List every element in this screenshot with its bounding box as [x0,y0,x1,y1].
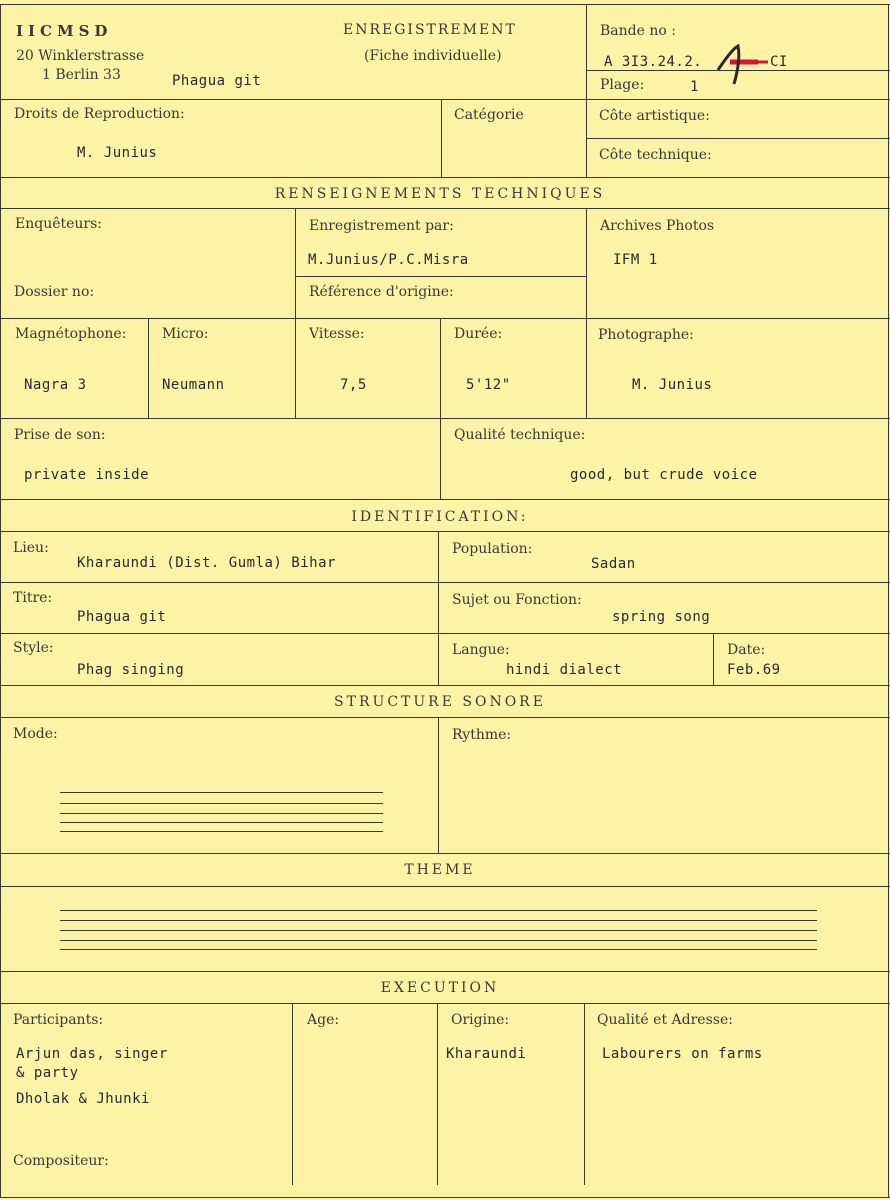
rythme-label: Rythme: [452,727,512,743]
col-divider [438,717,439,853]
origine-label: Origine: [451,1012,510,1028]
theme-writing-line [60,920,817,921]
mode-writing-line [60,813,383,814]
divider [0,99,890,100]
archives-label: Archives Photos [600,218,715,234]
col-divider [440,318,441,499]
style-value: Phag singing [77,662,185,678]
typed-title: Phagua git [172,73,262,89]
micro-value: Neumann [162,377,225,393]
col-divider [586,208,587,418]
bande-label: Bande no : [600,23,676,39]
address-street: 20 Winklerstrasse [16,48,145,64]
photographe-value: M. Junius [632,377,713,393]
qualite-technique-value: good, but crude voice [570,467,758,483]
mode-writing-line [60,822,383,823]
divider [0,971,890,972]
divider [586,138,890,139]
archives-value: IFM 1 [613,252,658,268]
col-divider [148,318,149,418]
participants-label: Participants: [13,1012,104,1028]
date-label: Date: [727,642,766,658]
sujet-label: Sujet ou Fonction: [452,592,582,608]
divider [0,886,890,887]
address-city: 1 Berlin 33 [42,67,121,83]
section-structure-sonore: STRUCTURE SONORE [334,694,546,710]
qualite-adresse-value: Labourers on farms [602,1046,763,1062]
vitesse-value: 7,5 [340,377,367,393]
mode-writing-line [60,803,383,804]
photographe-label: Photographe: [598,327,694,343]
lieu-label: Lieu: [13,540,49,556]
col-divider [437,1003,438,1185]
magnetophone-label: Magnétophone: [15,326,127,342]
theme-writing-line [60,910,817,911]
duree-value: 5'12" [466,377,511,393]
titre-label: Titre: [13,590,53,606]
divider [0,1003,890,1004]
origine-value: Kharaundi [446,1046,527,1062]
dossier-label: Dossier no: [14,284,95,300]
enreg-par-label: Enregistrement par: [309,218,454,234]
divider [0,685,890,686]
population-value: Sadan [591,556,636,572]
theme-writing-line [60,940,817,941]
form-title: ENREGISTREMENT [343,22,517,38]
mode-label: Mode: [13,726,58,742]
col-divider [586,4,587,177]
langue-label: Langue: [452,642,510,658]
divider [0,177,890,178]
compositeur-label: Compositeur: [13,1153,109,1169]
age-label: Age: [307,1012,340,1028]
mode-writing-line [60,792,383,793]
col-divider [295,208,296,418]
magnetophone-value: Nagra 3 [24,377,87,393]
categorie-label: Catégorie [454,107,524,123]
qualite-technique-label: Qualité technique: [454,427,586,443]
institute-logo: IICMSD [16,22,113,40]
col-divider [292,1003,293,1185]
section-renseignements: RENSEIGNEMENTS TECHNIQUES [274,186,606,202]
form-subtitle: (Fiche individuelle) [364,48,502,64]
participants-line-1: Arjun das, singer [16,1046,168,1062]
divider [0,318,890,319]
enqueteurs-label: Enquêteurs: [15,216,103,232]
border-bottom [0,1197,890,1198]
mode-writing-line [60,831,383,832]
micro-label: Micro: [162,326,209,342]
col-divider [584,1003,585,1185]
divider [295,276,586,277]
divider [0,418,890,419]
bande-suffix: CI [770,54,788,70]
col-divider [713,633,714,685]
red-correction-mark [700,40,800,90]
participants-line-3: Dholak & Jhunki [16,1091,150,1107]
duree-label: Durée: [454,326,503,342]
divider [0,582,890,583]
divider [0,499,890,500]
sujet-value: spring song [612,609,711,625]
prise-label: Prise de son: [14,427,106,443]
bande-value: A 3I3.24.2. [604,54,703,70]
qualite-adresse-label: Qualité et Adresse: [597,1012,733,1028]
prise-value: private inside [24,467,150,483]
titre-value: Phagua git [77,609,167,625]
vitesse-label: Vitesse: [309,326,365,342]
border-left [0,4,1,1197]
col-divider [441,99,442,177]
plage-value: 1 [690,79,699,95]
divider [0,531,890,532]
cote-technique-label: Côte technique: [599,147,712,163]
droits-label: Droits de Reproduction: [14,106,185,122]
langue-value: hindi dialect [506,662,623,678]
theme-writing-line [60,930,817,931]
droits-value: M. Junius [77,145,158,161]
enreg-par-value: M.Junius/P.C.Misra [308,252,469,268]
ref-origine-label: Référence d'origine: [309,284,454,300]
col-divider [438,531,439,685]
population-label: Population: [452,541,533,557]
theme-writing-line [60,949,817,950]
divider [0,717,890,718]
section-theme: THEME [404,862,476,878]
section-identification: IDENTIFICATION: [351,509,529,525]
style-label: Style: [13,640,54,656]
divider [0,633,890,634]
cote-artistique-label: Côte artistique: [599,108,710,124]
section-execution: EXECUTION [380,980,500,996]
date-value: Feb.69 [727,662,781,678]
participants-line-2: & party [16,1065,79,1081]
border-top [0,4,890,5]
divider [0,208,890,209]
lieu-value: Kharaundi (Dist. Gumla) Bihar [77,555,336,571]
divider [0,853,890,854]
plage-label: Plage: [600,77,645,93]
border-right [888,4,889,1197]
